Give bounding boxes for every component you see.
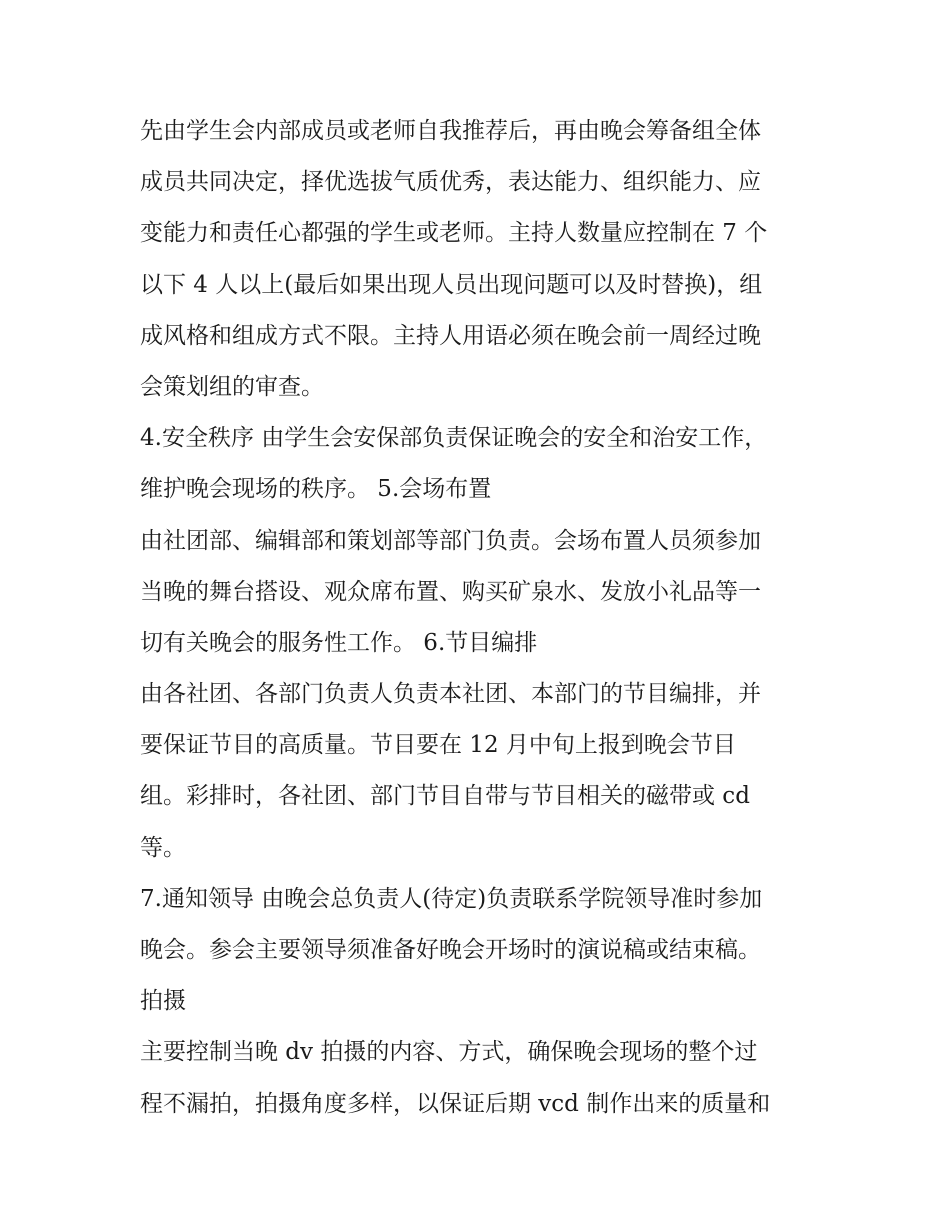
text-line: 由各社团、各部门负责人负责本社团、本部门的节目编排，并 (140, 681, 761, 708)
text-line: 主要控制当晚 dv 拍摄的内容、方式，确保晚会现场的整个过 (140, 1039, 758, 1066)
text-line: 先由学生会内部成员或老师自我推荐后，再由晚会筹备组全体 (140, 118, 761, 144)
text-line: 程不漏拍，拍摄角度多样，以保证后期 vcd 制作出来的质量和 (140, 1090, 771, 1117)
text-line: 成员共同决定，择优选拔气质优秀，表达能力、组织能力、应 (140, 169, 761, 196)
text-line: 以下 4 人以上(最后如果出现人员出现问题可以及时替换)，组 (140, 271, 763, 298)
text-line: 当晚的舞台搭设、观众席布置、购买矿泉水、发放小礼品等一 (140, 578, 761, 605)
text-line: 维护晚会现场的秩序。 5.会场布置 (140, 476, 492, 503)
section-heading-filming: 拍摄 (140, 988, 186, 1015)
body-text (140, 106, 830, 1130)
section-heading-notify-leaders: 7.通知领导 由晚会总负责人(待定)负责联系学院领导准时参加 (140, 885, 763, 912)
text-line: 组。彩排时，各社团、部门节目自带与节目相关的磁带或 cd (140, 783, 750, 810)
section-heading-security: 4.安全秩序 由学生会安保部负责保证晚会的安全和治安工作， (140, 425, 768, 452)
text-line: 晚会。参会主要领导须准备好晚会开场时的演说稿或结束稿。 (140, 937, 761, 963)
text-line: 成风格和组成方式不限。主持人用语必须在晚会前一周经过晚 (140, 322, 761, 349)
text-line: 会策划组的审查。 (140, 373, 324, 400)
text-line: 切有关晚会的服务性工作。 6.节目编排 (140, 629, 538, 656)
text-line: 变能力和责任心都强的学生或老师。主持人数量应控制在 7 个 (140, 220, 768, 247)
text-line: 要保证节目的高质量。节目要在 12 月中旬上报到晚会节目 (140, 732, 736, 759)
text-line: 等。 (140, 834, 186, 861)
text-line: 由社团部、编辑部和策划部等部门负责。会场布置人员须参加 (140, 527, 761, 554)
